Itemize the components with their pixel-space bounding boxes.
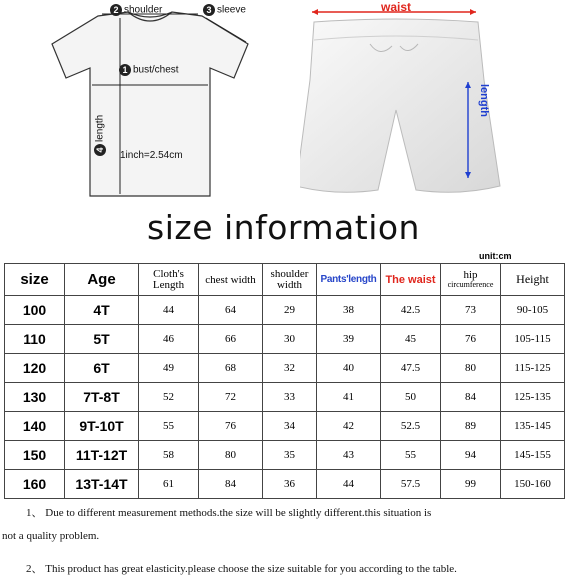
table-row [5, 354, 565, 383]
cell-waist: 57.5 [381, 470, 441, 499]
unit-label: unit:cm [479, 251, 512, 261]
header-size: size [5, 264, 65, 296]
header-height: Height [501, 264, 565, 296]
cell-age: 5T [65, 325, 139, 354]
header-waist: The waist [381, 264, 441, 296]
header-pants-length: Pants'length [317, 264, 381, 296]
table-row [5, 412, 565, 441]
cell-chest-width: 76 [199, 412, 263, 441]
header-cloth-length: Cloth's Length [139, 264, 199, 296]
header-chest-width: chest width [199, 264, 263, 296]
badge-2: 2 [110, 4, 122, 16]
badge-3: 3 [203, 4, 215, 16]
cell-pants-length: 43 [317, 441, 381, 470]
cell-waist: 45 [381, 325, 441, 354]
cell-waist: 47.5 [381, 354, 441, 383]
table-body [5, 296, 565, 499]
cell-hip: 73 [441, 296, 501, 325]
cell-hip: 89 [441, 412, 501, 441]
cell-pants-length: 41 [317, 383, 381, 412]
cell-height: 90-105 [501, 296, 565, 325]
shorts-diagram [300, 0, 510, 210]
cell-shoulder-width: 36 [263, 470, 317, 499]
table-row [5, 470, 565, 499]
cell-cloth-length: 44 [139, 296, 199, 325]
cell-size: 120 [5, 354, 65, 383]
badge-4: 4 [94, 144, 106, 156]
cell-pants-length: 39 [317, 325, 381, 354]
cell-pants-length: 42 [317, 412, 381, 441]
cell-height: 145-155 [501, 441, 565, 470]
cell-age: 11T-12T [65, 441, 139, 470]
table-row [5, 441, 565, 470]
cell-hip: 80 [441, 354, 501, 383]
sleeve-label: 3 sleeve [203, 4, 246, 16]
cell-height: 115-125 [501, 354, 565, 383]
shoulder-label: 2 shoulder [110, 4, 162, 16]
cell-height: 105-115 [501, 325, 565, 354]
table-row [5, 296, 565, 325]
cell-pants-length: 44 [317, 470, 381, 499]
header-shoulder-width: shoulder width [263, 264, 317, 296]
cell-age: 6T [65, 354, 139, 383]
cell-shoulder-width: 35 [263, 441, 317, 470]
cell-age: 13T-14T [65, 470, 139, 499]
cell-size: 150 [5, 441, 65, 470]
cell-pants-length: 38 [317, 296, 381, 325]
length-label: 4length [94, 115, 106, 156]
cell-size: 110 [5, 325, 65, 354]
inch-conversion-note: 1inch=2.54cm [120, 150, 183, 161]
note-1-continued: not a quality problem. [2, 530, 100, 542]
cell-hip: 99 [441, 470, 501, 499]
waist-label: waist [381, 0, 412, 14]
cell-size: 140 [5, 412, 65, 441]
cell-chest-width: 68 [199, 354, 263, 383]
header-hip-circumference: hip circumference [441, 264, 501, 296]
header-age: Age [65, 264, 139, 296]
note-2: 2、 This product has great elasticity.please choose the size suitable for you according to the table. [26, 563, 457, 575]
badge-1: 1 [119, 64, 131, 76]
cell-chest-width: 84 [199, 470, 263, 499]
cell-height: 125-135 [501, 383, 565, 412]
cell-chest-width: 80 [199, 441, 263, 470]
cell-cloth-length: 61 [139, 470, 199, 499]
cell-hip: 76 [441, 325, 501, 354]
cell-age: 7T-8T [65, 383, 139, 412]
cell-shoulder-width: 33 [263, 383, 317, 412]
cell-shoulder-width: 29 [263, 296, 317, 325]
cell-height: 135-145 [501, 412, 565, 441]
cell-waist: 55 [381, 441, 441, 470]
cell-waist: 42.5 [381, 296, 441, 325]
cell-cloth-length: 52 [139, 383, 199, 412]
note-1: 1、 Due to different measurement methods.the size will be slightly different.this situation is [26, 507, 432, 519]
cell-chest-width: 66 [199, 325, 263, 354]
cell-chest-width: 72 [199, 383, 263, 412]
cell-waist: 50 [381, 383, 441, 412]
cell-pants-length: 40 [317, 354, 381, 383]
cell-size: 100 [5, 296, 65, 325]
cell-age: 9T-10T [65, 412, 139, 441]
cell-shoulder-width: 30 [263, 325, 317, 354]
cell-shoulder-width: 34 [263, 412, 317, 441]
cell-shoulder-width: 32 [263, 354, 317, 383]
cell-hip: 94 [441, 441, 501, 470]
table-row [5, 325, 565, 354]
cell-chest-width: 64 [199, 296, 263, 325]
cell-size: 160 [5, 470, 65, 499]
page-title: size information [147, 208, 420, 247]
shorts-length-label: length [478, 84, 490, 117]
cell-height: 150-160 [501, 470, 565, 499]
cell-hip: 84 [441, 383, 501, 412]
table-header-row [5, 264, 565, 296]
cell-size: 130 [5, 383, 65, 412]
cell-cloth-length: 55 [139, 412, 199, 441]
size-table [4, 263, 565, 499]
tshirt-diagram [40, 4, 260, 200]
table-row [5, 383, 565, 412]
cell-age: 4T [65, 296, 139, 325]
cell-cloth-length: 46 [139, 325, 199, 354]
cell-waist: 52.5 [381, 412, 441, 441]
cell-cloth-length: 49 [139, 354, 199, 383]
bust-chest-label: 1 bust/chest [119, 64, 179, 76]
cell-cloth-length: 58 [139, 441, 199, 470]
tshirt-outline-icon [40, 10, 260, 200]
